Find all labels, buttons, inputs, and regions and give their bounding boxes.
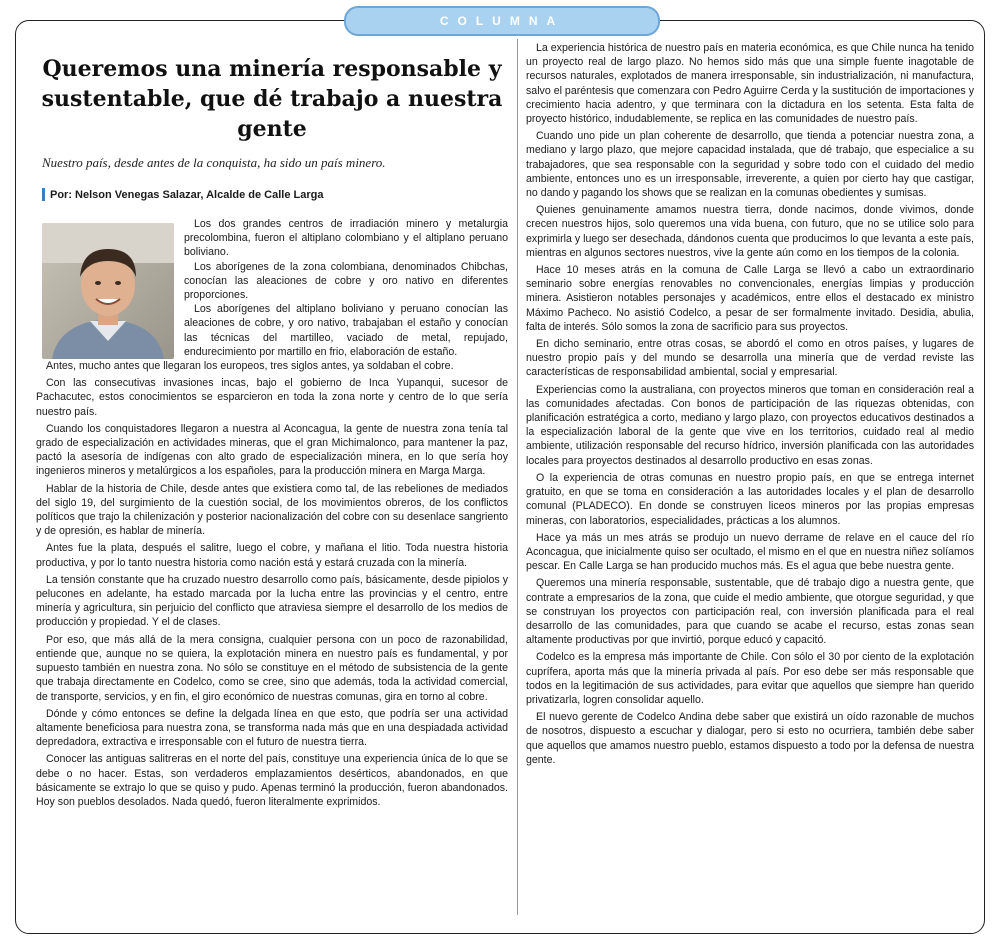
intro-paragraph: Los aborígenes del altiplano boliviano y peruano conocían las aleaciones de cobre, y oro nativo, trabajaban el estaño y conocían las técnicas del martilleo, vaciado de metal, repujado, endurecimiento por martillo en frio, elaboración de estaño. (184, 303, 508, 358)
author-photo (42, 223, 174, 359)
body-paragraph: Hace ya más un mes atrás se produjo un nuevo derrame de relave en el cauce del río Aconcagua, que inicialmente quiso ser ocultado, el mismo en el que en nuestra niñez solíamos pescar. En Calle Larga se han producido muchos más. Es el agua que bebe nuestra gente. (526, 531, 974, 573)
body-paragraph: O la experiencia de otras comunas en nuestro propio país, en que se entrega internet gratuito, en que se toma en consideración a las autoridades locales y el plan de desarrollo comunal (PLADECO). En donde se construyen liceos mineros por las propias empresas mineras, con laboratorios, especialidades, prácticas a los alumnos. (526, 471, 974, 527)
body-paragraph: Cuando uno pide un plan coherente de desarrollo, que tienda a potenciar nuestra zona, a mediano y largo plazo, que mejore capacidad instalada, que dé trabajo, que especialice a su trabajadores, que sea responsable con la seguridad y sobre todo con el cuidado del medio ambiente, entonces uno es un irresponsable, irreverente, a quien por cierto hay que castigar, no dando y pagando los shows que se realizan en la comunas obedientes y sumisas. (526, 130, 974, 200)
headline: Queremos una minería responsable y sustentable, que dé trabajo a nuestra gente (41, 56, 503, 142)
body-paragraph: Antes, mucho antes que llegaran los europeos, tres siglos antes, ya soldaban el cobre. (46, 360, 454, 373)
body-paragraph: Queremos una minería responsable, sustentable, que dé trabajo digo a nuestra gente, que contrate a empresarios de la zona, que cuide el medio ambiente, que otorgue seguridad, y que se construyan los proyectos con participación real, con inversión planificada para el real desarrollo de las comunidades, para que cuando se acabe el recurso, estas zonas sean altamente productivas por que invirtió, porque educó y capacitó. (526, 577, 974, 647)
body-paragraph: Por eso, que más allá de la mera consigna, cualquier persona con un poco de razonabilidad, entiende que, aunque no se quiera, la explotación minera en nuestro país es fundamental, y por supuesto también en nuestra zona. No sólo se constituye en el método de subsistencia de la gente que trabaja directamente en Codelco, como se cree, sino que además, toda la actividad comercial, de transporte, servicios, y en fin, el giro económico de nuestras comunas, gira en torno al cobre. (36, 633, 508, 703)
left-column (36, 51, 508, 934)
article-frame (15, 20, 985, 934)
subtitle: Nuestro país, desde antes de la conquista, ha sido un país minero. (42, 155, 386, 170)
body-paragraph: Antes fue la plata, después el salitre, luego el cobre, y mañana el litio. Toda nuestra historia productiva, y por lo tanto nuestra historia como nación está y estará cruzada con la minería. (36, 542, 508, 569)
intro-paragraph: Los dos grandes centros de irradiación minero y metalurgia precolombina, fueron el altiplano colombiano y el altiplano peruano boliviano. (184, 218, 508, 259)
body-paragraph: Experiencias como la australiana, con proyectos mineros que toman en consideración real a las comunidades afectadas. Con bonos de participación de las riquezas obtenidas, con planificación estratégica a corto, mediano y largo plazo, con proyectos educativos destinados a la especialización laboral de la gente que vive en los territorios, cuidado real al medio ambiente, utilización responsable del recurso hídrico, inversión planificada con las autoridades locales para proyectos destinados al desarrollo productivo en esas zonas. (526, 383, 974, 467)
right-column (526, 41, 974, 931)
body-paragraph: Con las consecutivas invasiones incas, bajo el gobierno de Inca Yupanqui, sucesor de Pachacutec, estos conocimientos se esparcieron en toda la zona norte y centro de lo que sería nuestro país. (36, 377, 508, 418)
body-paragraph: Dónde y cómo entonces se define la delgada línea en que esto, que podría ser una actividad altamente beneficiosa para nuestra zona, se transforma nada más que en una despiadada actividad depredadora, extractiva e irresponsable con el futuro de nuestra tierra. (36, 707, 508, 749)
left-body (36, 359, 508, 809)
intro-paragraph: Los aborígenes de la zona colombiana, denominados Chibchas, conocían las aleaciones de cobre y oro nativo en diferentes proporciones. (184, 260, 508, 302)
byline-accent-bar (42, 188, 45, 201)
body-paragraph: Hace 10 meses atrás en la comuna de Calle Larga se llevó a cabo un extraordinario seminario sobre energías renovables no convencionales, energías limpias y producción minera. Asistieron notables personajes y académicos, entre ellos el destacado ex ministro Máximo Pacheco. No asistió Codelco, a pesar de ser formalmente invitado. Desidia, abulia, falta de interés. Sólo somos la zona de sacrificio para sus proyectos. (526, 264, 974, 333)
body-paragraph: Codelco es la empresa más importante de Chile. Con sólo el 30 por ciento de la explotación cuprífera, aporta más que la minería privada al país. Por eso debe ser más responsable que todos en la legitimación de sus actividades, para evitar que aquellos que siempre han querido privatizarla, logren consolidar aquello. (526, 651, 974, 706)
body-paragraph: La tensión constante que ha cruzado nuestro desarrollo como país, básicamente, desde pipiolos y pelucones en adelante, ha estado marcada por la lucha entre las provincias y el centro, entre minería y agricultura, sin perjuicio del conflicto que atraviesa siempre el desarrollo de los medios de producción y propiedad. Y el de clases. (36, 573, 508, 629)
column-divider (517, 39, 518, 915)
body-paragraph: Hablar de la historia de Chile, desde antes que existiera como tal, de las rebeliones de mediados del siglo 19, del surgimiento de la cuestión social, de los movimientos obreros, de los conflictos políticos que trajo la chilenización y posterior nacionalización del cobre con su desenlace sangriento y de opresión, es hablar de minería. (36, 482, 508, 538)
body-paragraph: La experiencia histórica de nuestro país en materia económica, es que Chile nunca ha tenido un proyecto real de largo plazo. No hemos sido más que una simple fuente inagotable de recursos naturales, explotados de manera irresponsable, sin industrialización, ni manufactura, salvo el paréntesis que comenzara con Pedro Aguirre Cerda y la sustitución de importaciones y crecimiento hacia adentro, y que terminara con la dictadura en los setenta. Esta falta de proyecto histórico, indudablemente, se replica en las comunidades de nuestro país. (526, 42, 974, 126)
intro-block (36, 217, 508, 359)
byline-text: Por: Nelson Venegas Salazar, Alcalde de Calle Larga (50, 188, 324, 201)
body-paragraph: En dicho seminario, entre otras cosas, se abordó el como en otros países, y lugares de nuestro propio país y del mundo se desarrolla una minería que de verdad reviste las características de responsabilidad ambiental, social y empresarial. (526, 338, 974, 379)
byline (42, 188, 508, 201)
body-paragraph: El nuevo gerente de Codelco Andina debe saber que existirá un oído razonable de muchos de nosotros, dispuesto a escuchar y dialogar, pero si esto no ocurriera, también debe saber que aquellos que amamos nuestro pueblo, estamos dispuesto a todo por la defensa de nuestra gente. (526, 711, 974, 766)
section-label: COLUMNA (344, 6, 660, 36)
body-paragraph: Quienes genuinamente amamos nuestra tierra, donde nacimos, donde vivimos, donde crecen nuestros hijos, solo queremos una vida buena, con futuro, que no se utilice solo para exprimirla y luego ser desechada, dándonos cuenta que producimos lo que levanta a este país, mientras en algunos sectores nuestros, vive la gente aún como en los tiempos de la colonia. (526, 204, 974, 259)
body-paragraph: Conocer las antiguas salitreras en el norte del país, constituye una experiencia única de lo que se debe o no hacer. Estas, son verdaderos emplazamientos desérticos, abandonados, en que básicamente se extrajo lo que se quiso y pudo. Apenas terminó la producción, fueron abandonados. Hoy son pueblos desolados. Nada quedó, fueron literalmente exprimidos. (36, 753, 508, 808)
body-paragraph: Cuando los conquistadores llegaron a nuestra al Aconcagua, la gente de nuestra zona tenía tal grado de especialización en actividades mineras, que el gran Michimalonco, para mantener la paz, pactó la asesoría de indígenas con alto grado de especialización minera, en lo que sería hoy ingenieros mineros y metalúrgicos a los españoles, para la producción minera en Marga Marga. (36, 422, 508, 478)
